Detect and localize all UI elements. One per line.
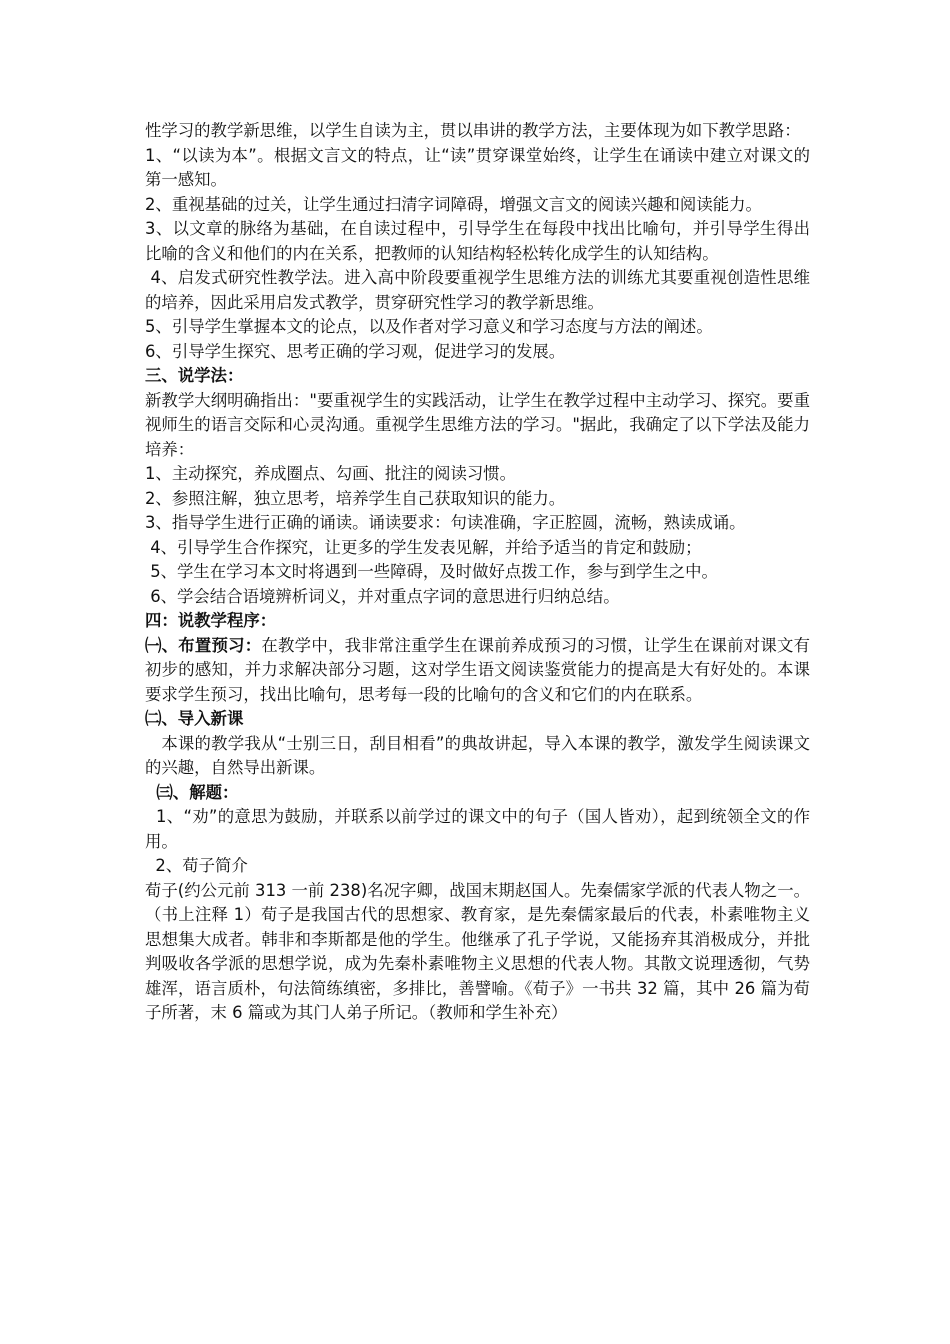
section-4-heading: 四：说教学程序： — [145, 611, 277, 630]
section-3-heading: 三、说学法： — [145, 366, 244, 385]
step-3-item-1: 1、“劝”的意思为鼓励，并联系以前学过的课文中的句子（国人皆劝），起到统领全文的作用。 — [145, 807, 811, 851]
step-3-label: ㈢、解题： — [145, 782, 239, 802]
study-method-6: 6、学会结合语境辨析词义，并对重点字词的意思进行归纳总结。 — [145, 586, 620, 606]
teaching-idea-1: 1、“以读为本”。根据文言文的特点，让“读”贯穿课堂始终，让学生在诵读中建立对课文的第一感知。 — [145, 145, 810, 189]
section-3-intro: 新教学大纲明确指出："要重视学生的实践活动，让学生在教学过程中主动学习、探究。要重视师生的语言交际和心灵沟通。重视学生思维方法的学习。"据此，我确定了以下学法及能力培养： — [145, 390, 810, 459]
step-1-text: 在教学中，我非常注重学生在课前养成预习的习惯，让学生在课前对课文有初步的感知，并力求解决部分习题，这对学生语文阅读鉴赏能力的提高是大有好处的。本课要求学生预习，找出比喻句，思考每一段的比喻句的含义和它们的内在联系。 — [145, 635, 811, 704]
teaching-idea-6: 6、引导学生探究、思考正确的学习观，促进学习的发展。 — [145, 341, 566, 361]
study-method-4: 4、引导学生合作探究，让更多的学生发表见解，并给予适当的肯定和鼓励； — [145, 537, 702, 557]
teaching-idea-3: 3、以文章的脉络为基础，在自读过程中，引导学生在每段中找出比喻句，并引导学生得出比喻的含义和他们的内在关系，把教师的认知结构轻松转化成学生的认知结构。 — [145, 219, 810, 263]
study-method-3: 3、指导学生进行正确的诵读。诵读要求：句读准确，字正腔圆，流畅，熟读成诵。 — [145, 513, 746, 532]
teaching-idea-2: 2、重视基础的过关，让学生通过扫清字词障碍，增强文言文的阅读兴趣和阅读能力。 — [145, 194, 762, 214]
step-1-label: ㈠、布置预习： — [145, 635, 262, 655]
study-method-2: 2、参照注解，独立思考，培养学生自己获取知识的能力。 — [145, 488, 566, 508]
teaching-idea-5: 5、引导学生掌握本文的论点，以及作者对学习意义和学习态度与方法的阐述。 — [145, 317, 713, 336]
teaching-idea-4: 4、启发式研究性教学法。进入高中阶段要重视学生思维方法的训练尤其要重视创造性思维的培养，因此采用启发式教学，贯穿研究性学习的教学新思维。 — [145, 268, 810, 312]
document-body — [145, 119, 810, 1026]
xunzi-introduction: 荀子(约公元前 313 一前 238)名况字卿，战国末期赵国人。先秦儒家学派的代表人物之一。（书上注释 1）荀子是我国古代的思想家、教育家，是先秦儒家最后的代表，朴素唯物主义思想集大成者。韩非和李斯都是他的学生。他继承了孔子学说，又能扬弃其消极成分，并批判吸收各学派的思想学说，成为先秦朴素唯物主义思想的代表人物。其散文说理透彻，气势雄浑，语言质朴，句法简练缜密，多排比，善譬喻。《荀子》一书共 32 篇，其中 26 篇为荀子所著，末 6 篇或为其门人弟子所记。（教师和学生补充） — [145, 880, 810, 1022]
step-2-label: ㈡、导入新课 — [145, 709, 244, 728]
step-3-item-2: 2、荀子简介 — [145, 856, 248, 875]
step-2-text: 本课的教学我从“士别三日，刮目相看”的典故讲起，导入本课的教学，激发学生阅读课文的兴趣，自然导出新课。 — [145, 733, 810, 777]
study-method-1: 1、主动探究，养成圈点、勾画、批注的阅读习惯。 — [145, 464, 517, 483]
study-method-5: 5、学生在学习本文时将遇到一些障碍，及时做好点拨工作，参与到学生之中。 — [145, 562, 718, 581]
paragraph-intro: 性学习的教学新思维，以学生自读为主，贯以串讲的教学方法，主要体现为如下教学思路： — [145, 121, 801, 140]
step-1-paragraph — [145, 634, 810, 708]
